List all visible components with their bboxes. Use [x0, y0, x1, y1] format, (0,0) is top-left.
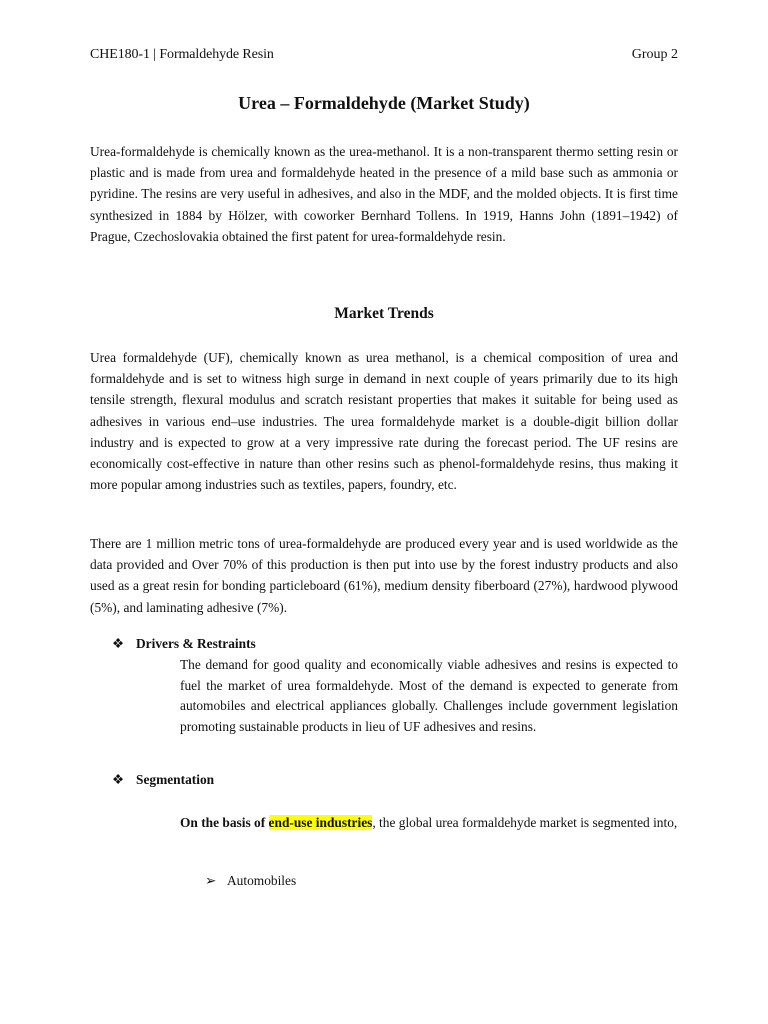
market-trends-heading: Market Trends — [334, 305, 434, 322]
drivers-paragraph: The demand for good quality and economically viable adhesives and resins is expected to fuel the market of urea formaldehyde. Most of the demand is expected to generate from automobiles and electrical appliances globally. Challenges include government legislation promoting sustainable products in lieu of UF adhesives and resins. — [180, 657, 678, 734]
document-title: Urea – Formaldehyde (Market Study) — [238, 93, 530, 113]
segmentation-basis-paragraph — [135, 812, 678, 834]
drivers-heading — [112, 636, 256, 652]
diamond-bullet-icon: ❖ — [112, 772, 125, 787]
basis-prefix: On the basis of — [180, 815, 269, 830]
diamond-bullet-icon: ❖ — [112, 636, 125, 651]
arrow-bullet-icon: ➢ — [205, 873, 217, 888]
drivers-heading-label: Drivers & Restraints — [136, 636, 256, 651]
list-item — [205, 873, 296, 889]
basis-suffix: , the global urea formaldehyde market is segmented into, — [372, 815, 678, 830]
list-item-label: Automobiles — [227, 873, 297, 888]
market-trends-paragraph-2: There are 1 million metric tons of urea-formaldehyde are produced every year and is used worldwide as the data provided and Over 70% of this production is then put into use by the forest industry products and also used as a great resin for bonding particleboard (61%), medium density fiberboard (27%), hardwood plywood (5%), and laminating adhesive (7%). — [90, 536, 678, 615]
segmentation-heading — [112, 772, 214, 788]
highlighted-text: end-use industries — [268, 815, 373, 830]
header-left: CHE180-1 | Formaldehyde Resin — [90, 47, 274, 62]
segmentation-heading-label: Segmentation — [136, 772, 215, 787]
market-trends-paragraph-1: Urea formaldehyde (UF), chemically known as urea methanol, is a chemical composition of urea and formaldehyde and is set to witness high surge in demand in next couple of years primarily due to its high tensile strength, flexural modulus and scratch resistant properties that makes it suitable for being used as adhesives in various end–use industries. The urea formaldehyde market is a double-digit billion dollar industry and is expected to grow at a very impressive rate during the forecast period. The UF resins are economically cost-effective in nature than other resins such as phenol-formaldehyde resins, thus making it more popular among industries such as textiles, papers, foundry, etc. — [90, 350, 678, 493]
header-right: Group 2 — [631, 47, 678, 62]
intro-paragraph: Urea-formaldehyde is chemically known as the urea-methanol. It is a non-transparent thermo setting resin or plastic and is made from urea and formaldehyde heated in the presence of a mild base such as ammonia or pyridine. The resins are very useful in adhesives, and also in the MDF, and the molded objects. It is first time synthesized in 1884 by Hölzer, with coworker Bernhard Tollens. In 1919, Hanns John (1891–1942) of Prague, Czechoslovakia obtained the first patent for urea-formaldehyde resin. — [90, 144, 678, 244]
